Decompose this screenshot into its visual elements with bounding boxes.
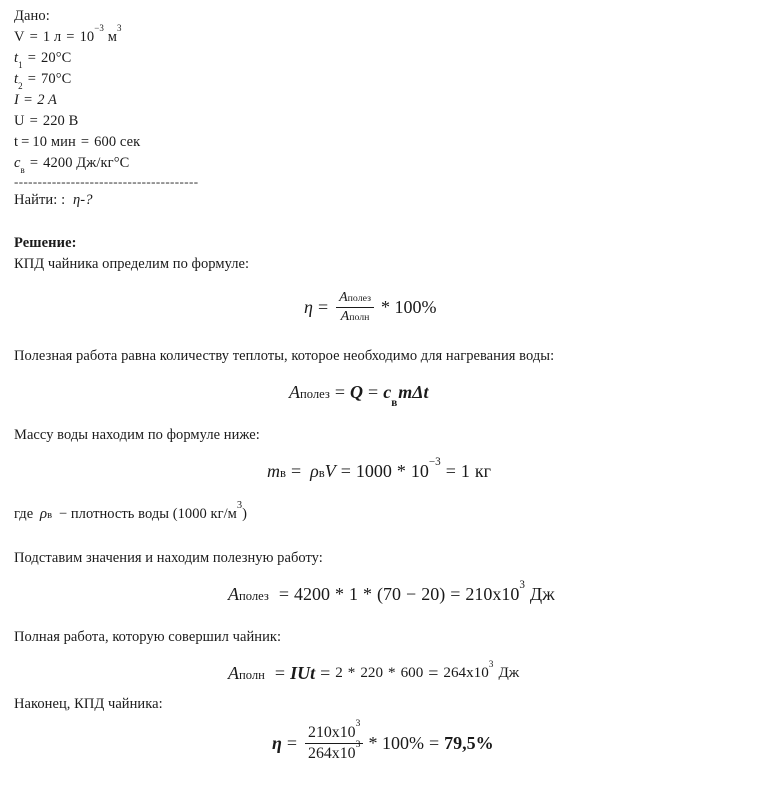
equation-6-numerator: $210x10^3$	[305, 724, 363, 744]
equation-4-lhs: Aполез	[228, 584, 269, 605]
equation-5-result: $264x10^3Дж$	[443, 659, 520, 682]
equation-total-work: Aполн = IUt = 2 * 220 * 600 = $264x10^3Дж$	[228, 659, 520, 684]
equation-1-tail: * 100%	[380, 296, 437, 317]
equation-6-middle: * 100%	[368, 733, 424, 754]
given-row-heat-capacity: $c_в = 4200$ Дж/кг°С	[14, 155, 130, 176]
given-row-current: I = 2 A	[14, 92, 57, 108]
equation-5-formula: IUt	[290, 663, 316, 684]
equation-2-rhs: $c_вm\Delta t$	[383, 382, 429, 410]
equation-4-result: $210x10^3$ Дж	[465, 579, 555, 605]
equation-6-lhs: η	[272, 733, 282, 754]
given-heading: Дано:	[14, 8, 50, 24]
density-note-symbol: ρв	[39, 506, 53, 523]
equation-3-formula: ρвV	[310, 461, 336, 482]
equation-5-substitution: 2 * 220 * 600	[335, 665, 424, 682]
density-note-suffix: − плотность воды (1000 $кг/м^3$)	[58, 500, 248, 523]
density-note	[14, 500, 756, 526]
find-label: Найти: :	[14, 192, 66, 208]
step-4-text: Подставим значения и находим полезную работу:	[14, 550, 323, 567]
equation-1-lhs: η	[304, 296, 313, 317]
equation-4-substitution: 4200 * 1 * (70 − 20)	[294, 584, 446, 605]
step-1-text: КПД чайника определим по формуле:	[14, 256, 250, 272]
given-row-temp2: $t_2 = 70^\circ C$	[14, 71, 72, 92]
given-divider: ---------------------------------------	[14, 174, 199, 189]
equation-6-answer: 79,5%	[444, 733, 494, 754]
equation-2-lhs: Aполез	[289, 382, 330, 403]
solution-heading: Решение:	[14, 235, 77, 251]
find-value: η-?	[72, 192, 93, 208]
equation-useful-work-value: Aполез = 4200 * 1 * (70 − 20) = $210x10^3$ Дж	[228, 579, 555, 605]
given-row-temp1: $t_1 = 20^\circ C$	[14, 50, 72, 71]
step-5-text: Полная работа, которую совершил чайник:	[14, 629, 282, 646]
given-row-voltage: U = 220 В	[14, 113, 79, 129]
equation-1-numerator: Aполез	[336, 290, 374, 308]
equation-efficiency-formula: η = $\frac{\text{Aполез}}{\text{Aполн}}$ * 100%	[304, 289, 437, 324]
equation-useful-work-definition: Aполез = Q = $c_вm\Delta t$	[289, 382, 429, 410]
equation-2-heat: Q	[350, 382, 364, 403]
equation-mass-of-water: mв = ρвV = $1000 * 10^{-3}$ = 1 кг	[267, 456, 492, 482]
equation-1-denominator: Aполн	[340, 307, 370, 324]
step-2-text: Полезная работа равна количеству теплоты, которое необходимо для нагревания воды:	[14, 348, 555, 365]
equation-efficiency-result: η = $\frac{210x10^3}{264x10^3}$ * 100% = 79,5%	[272, 718, 494, 763]
equation-6-fraction	[305, 718, 363, 763]
equation-5-lhs: Aполн	[228, 663, 265, 684]
equation-1-fraction	[336, 290, 374, 324]
equation-3-substitution: $1000 * 10^{-3}$	[355, 456, 441, 482]
equation-3-lhs: mв	[267, 461, 286, 482]
density-note-prefix: где	[14, 506, 34, 523]
given-row-volume: V = 1 $л = 10^{-3}$ $м^3$	[14, 22, 122, 45]
given-row-time: t = 10 мин = 600 сек	[14, 134, 141, 150]
equation-3-result: 1 кг	[460, 461, 492, 482]
find-row	[14, 190, 756, 211]
equation-6-denominator: $264x10^3$	[308, 739, 361, 763]
step-6-text: Наконец, КПД чайника:	[14, 696, 163, 713]
step-3-text: Массу воды находим по формуле ниже:	[14, 427, 260, 444]
